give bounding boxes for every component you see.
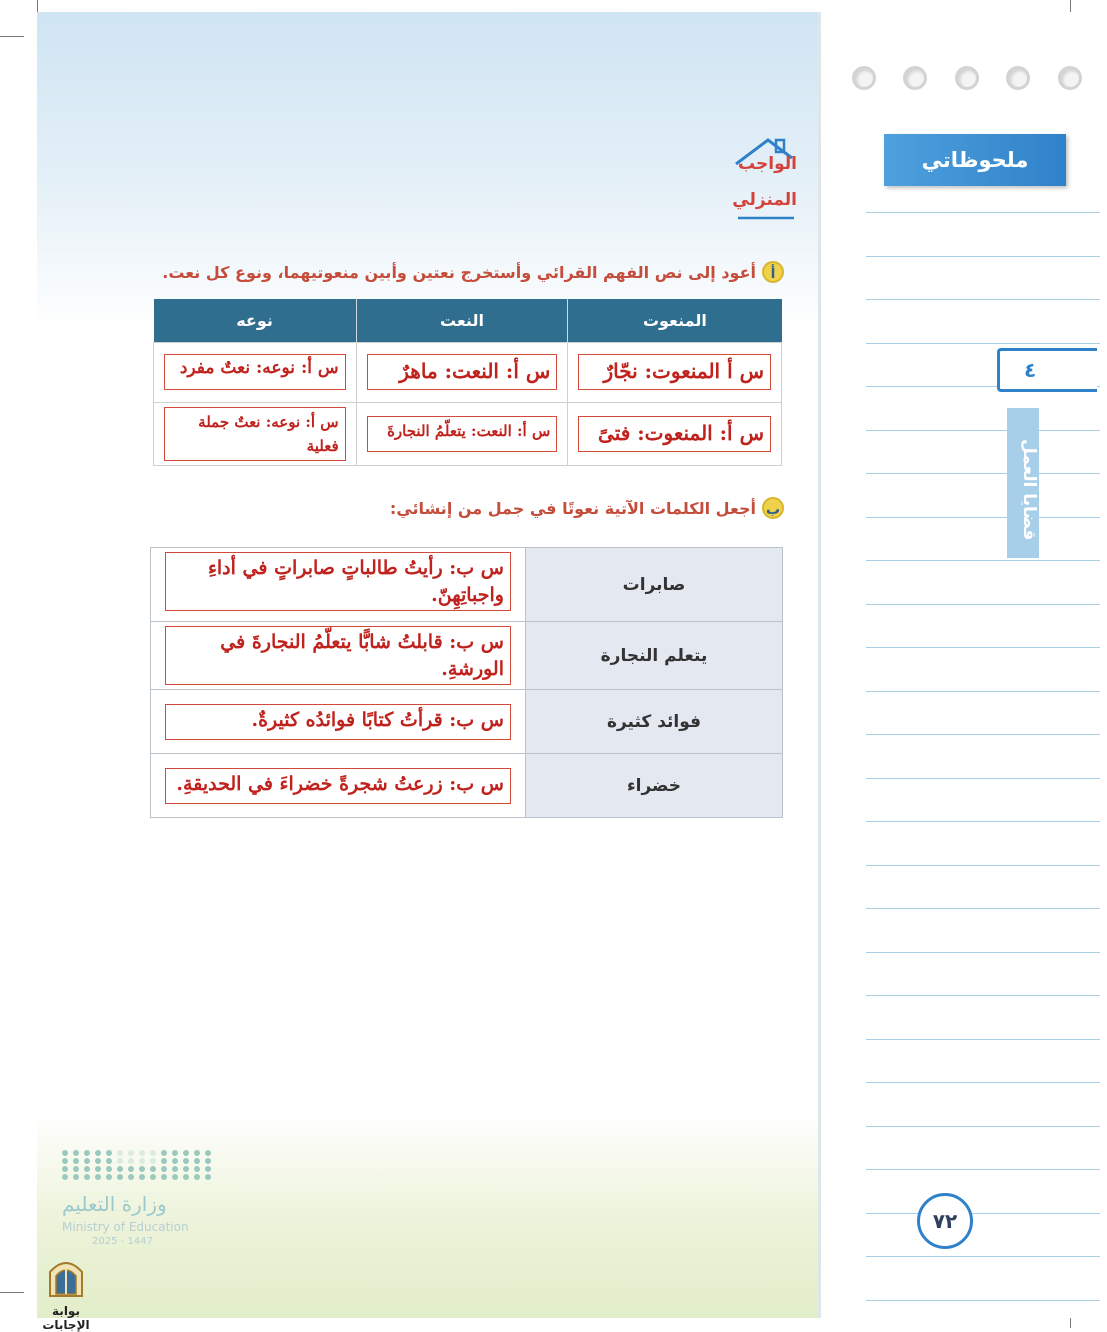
notes-rule-line: [866, 1039, 1100, 1040]
table-header-type: نوعه: [154, 299, 357, 342]
emblem-dot: [205, 1166, 211, 1172]
house-icon: [730, 134, 800, 224]
answer-sentence[interactable]: س ب: قرأتُ كتابًا فوائدُه كثيرةٌ.: [165, 704, 511, 740]
unit-number-tab: [997, 348, 1097, 392]
unit-number: ٤: [1024, 358, 1037, 382]
notes-rule-line: [866, 1256, 1100, 1257]
emblem-dot: [62, 1150, 68, 1156]
table-cell: [151, 690, 526, 754]
emblem-dot: [84, 1166, 90, 1172]
site-watermark: [30, 1258, 102, 1332]
answer-adjective[interactable]: س أ: النعت: يتعلّمُ النجارةَ: [367, 416, 558, 452]
notes-rule-line: [866, 430, 1100, 431]
emblem-dot: [183, 1158, 189, 1164]
emblem-dot: [161, 1166, 167, 1172]
emblem-dot: [161, 1150, 167, 1156]
ministry-dots-emblem: [62, 1150, 202, 1180]
homework-label-line1: الواجب: [738, 154, 797, 174]
emblem-dot: [161, 1158, 167, 1164]
emblem-dot: [84, 1174, 90, 1180]
emblem-dot: [62, 1166, 68, 1172]
notes-rule-line: [866, 1300, 1100, 1301]
emblem-dot: [73, 1150, 79, 1156]
notes-rule-line: [866, 343, 1100, 344]
emblem-dot: [128, 1150, 134, 1156]
binder-hole: [1058, 66, 1082, 90]
notes-rule-line: [866, 647, 1100, 648]
notes-rule-line: [866, 908, 1100, 909]
notes-panel: [818, 12, 1107, 1318]
emblem-dot: [139, 1158, 145, 1164]
emblem-dot: [161, 1174, 167, 1180]
table-header-adjective: النعت: [356, 299, 568, 342]
table-cell: [151, 754, 526, 818]
word-cell: خضراء: [526, 754, 783, 818]
table-row: [151, 690, 783, 754]
emblem-dot: [139, 1166, 145, 1172]
question-a-letter: أ: [762, 261, 784, 283]
answer-sentence[interactable]: س ب: رأيتُ طالباتٍ صابراتٍ في أداءِ واجباتِهِنّ.: [165, 552, 511, 611]
emblem-dot: [139, 1150, 145, 1156]
binder-hole: [955, 66, 979, 90]
emblem-dot: [106, 1174, 112, 1180]
answer-sentence[interactable]: س ب: زرعتُ شجرةً خضراءَ في الحديقةِ.: [165, 768, 511, 804]
notes-rule-line: [866, 560, 1100, 561]
emblem-dot: [128, 1166, 134, 1172]
emblem-dot: [95, 1166, 101, 1172]
table-row: [154, 342, 782, 402]
notes-rule-line: [866, 1169, 1100, 1170]
emblem-dot: [205, 1174, 211, 1180]
emblem-dot: [62, 1174, 68, 1180]
answer-sentence[interactable]: س ب: قابلتُ شابًّا يتعلّمُ النجارةَ في الورشةِ.: [165, 626, 511, 685]
table-cell: [154, 342, 357, 402]
emblem-dot: [117, 1158, 123, 1164]
emblem-dot: [194, 1158, 200, 1164]
notes-rule-line: [866, 1126, 1100, 1127]
emblem-dot: [95, 1174, 101, 1180]
emblem-dot: [128, 1174, 134, 1180]
homework-label-line2: المنزلي: [732, 190, 797, 210]
table-cell: [151, 622, 526, 690]
notes-rule-line: [866, 995, 1100, 996]
table-cell: [154, 402, 357, 465]
nouns-adjectives-table: [153, 299, 782, 466]
emblem-dot: [172, 1166, 178, 1172]
table-row: [151, 622, 783, 690]
emblem-dot: [128, 1158, 134, 1164]
emblem-dot: [194, 1166, 200, 1172]
emblem-dot: [95, 1150, 101, 1156]
emblem-dot: [172, 1158, 178, 1164]
ministry-name-ar: وزارة التعليم: [62, 1192, 167, 1216]
word-cell: يتعلم النجارة: [526, 622, 783, 690]
notes-rule-line: [866, 821, 1100, 822]
sentences-table: [150, 547, 783, 818]
table-cell: [151, 548, 526, 622]
notes-rule-line: [866, 952, 1100, 953]
notes-rule-line: [866, 299, 1100, 300]
notes-title: ملحوظاتي: [884, 134, 1066, 186]
table-cell: [568, 342, 782, 402]
table-cell: [356, 402, 568, 465]
emblem-dot: [73, 1166, 79, 1172]
emblem-dot: [150, 1150, 156, 1156]
crop-mark: [0, 1292, 24, 1293]
table-header-noun: المنعوت: [568, 299, 782, 342]
emblem-dot: [95, 1158, 101, 1164]
word-cell: فوائد كثيرة: [526, 690, 783, 754]
ministry-years: 2025 - 1447: [92, 1236, 153, 1247]
word-cell: صابرات: [526, 548, 783, 622]
unit-name-label: قضايا العمل: [1007, 408, 1039, 558]
notes-rule-line: [866, 865, 1100, 866]
emblem-dot: [62, 1158, 68, 1164]
emblem-dot: [194, 1174, 200, 1180]
emblem-dot: [106, 1158, 112, 1164]
table-row: [154, 402, 782, 465]
emblem-dot: [194, 1150, 200, 1156]
answer-type[interactable]: س أ: نوعه: نعتٌ مفرد: [164, 354, 346, 390]
emblem-dot: [150, 1158, 156, 1164]
emblem-dot: [84, 1150, 90, 1156]
emblem-dot: [106, 1166, 112, 1172]
book-pen-icon: [30, 1258, 102, 1298]
binder-hole: [903, 66, 927, 90]
answer-adjective[interactable]: س أ: النعت: ماهرٌ: [367, 354, 558, 390]
notes-rule-line: [866, 212, 1100, 213]
notes-rule-line: [866, 691, 1100, 692]
emblem-dot: [183, 1150, 189, 1156]
emblem-dot: [106, 1150, 112, 1156]
question-a-text: أعود إلى نص الفهم القرائي وأستخرج نعتين وأبين منعوتيهما، ونوع كل نعت.: [162, 263, 756, 282]
notes-rule-line: [866, 604, 1100, 605]
answer-noun[interactable]: س أ: المنعوت: فتىً: [578, 416, 771, 452]
question-b-letter: ب: [762, 497, 784, 519]
emblem-dot: [183, 1166, 189, 1172]
site-watermark-text: بوابة الإجابات: [42, 1304, 90, 1332]
question-b: [390, 497, 784, 519]
page-number: ٧٢: [917, 1193, 973, 1249]
emblem-dot: [183, 1174, 189, 1180]
emblem-dot: [84, 1158, 90, 1164]
notes-rule-line: [866, 256, 1100, 257]
notes-rule-line: [866, 1082, 1100, 1083]
emblem-dot: [172, 1174, 178, 1180]
binder-hole: [852, 66, 876, 90]
emblem-dot: [172, 1150, 178, 1156]
emblem-dot: [139, 1174, 145, 1180]
notes-rule-line: [866, 734, 1100, 735]
emblem-dot: [150, 1174, 156, 1180]
notes-rule-line: [866, 517, 1100, 518]
table-cell: [568, 402, 782, 465]
notes-rule-line: [866, 1213, 1100, 1214]
answer-type[interactable]: س أ: نوعه: نعتٌ جملة فعلية: [164, 407, 346, 461]
ministry-name-en: Ministry of Education: [62, 1220, 189, 1234]
table-cell: [356, 342, 568, 402]
notes-rule-line: [866, 778, 1100, 779]
emblem-dot: [150, 1166, 156, 1172]
question-b-text: أجعل الكلمات الآتية نعوتًا في جمل من إنشائي:: [389, 499, 756, 518]
emblem-dot: [117, 1150, 123, 1156]
answer-noun[interactable]: س أ المنعوت: نجّارٌ: [578, 354, 771, 390]
binder-hole: [1006, 66, 1030, 90]
emblem-dot: [205, 1158, 211, 1164]
emblem-dot: [117, 1174, 123, 1180]
table-row: [151, 548, 783, 622]
ministry-logo: [62, 1150, 202, 1247]
emblem-dot: [205, 1150, 211, 1156]
emblem-dot: [73, 1174, 79, 1180]
crop-mark: [0, 36, 24, 37]
emblem-dot: [73, 1158, 79, 1164]
question-a: [162, 261, 784, 283]
table-row: [151, 754, 783, 818]
notes-rule-line: [866, 473, 1100, 474]
emblem-dot: [117, 1166, 123, 1172]
crop-mark: [37, 0, 38, 12]
